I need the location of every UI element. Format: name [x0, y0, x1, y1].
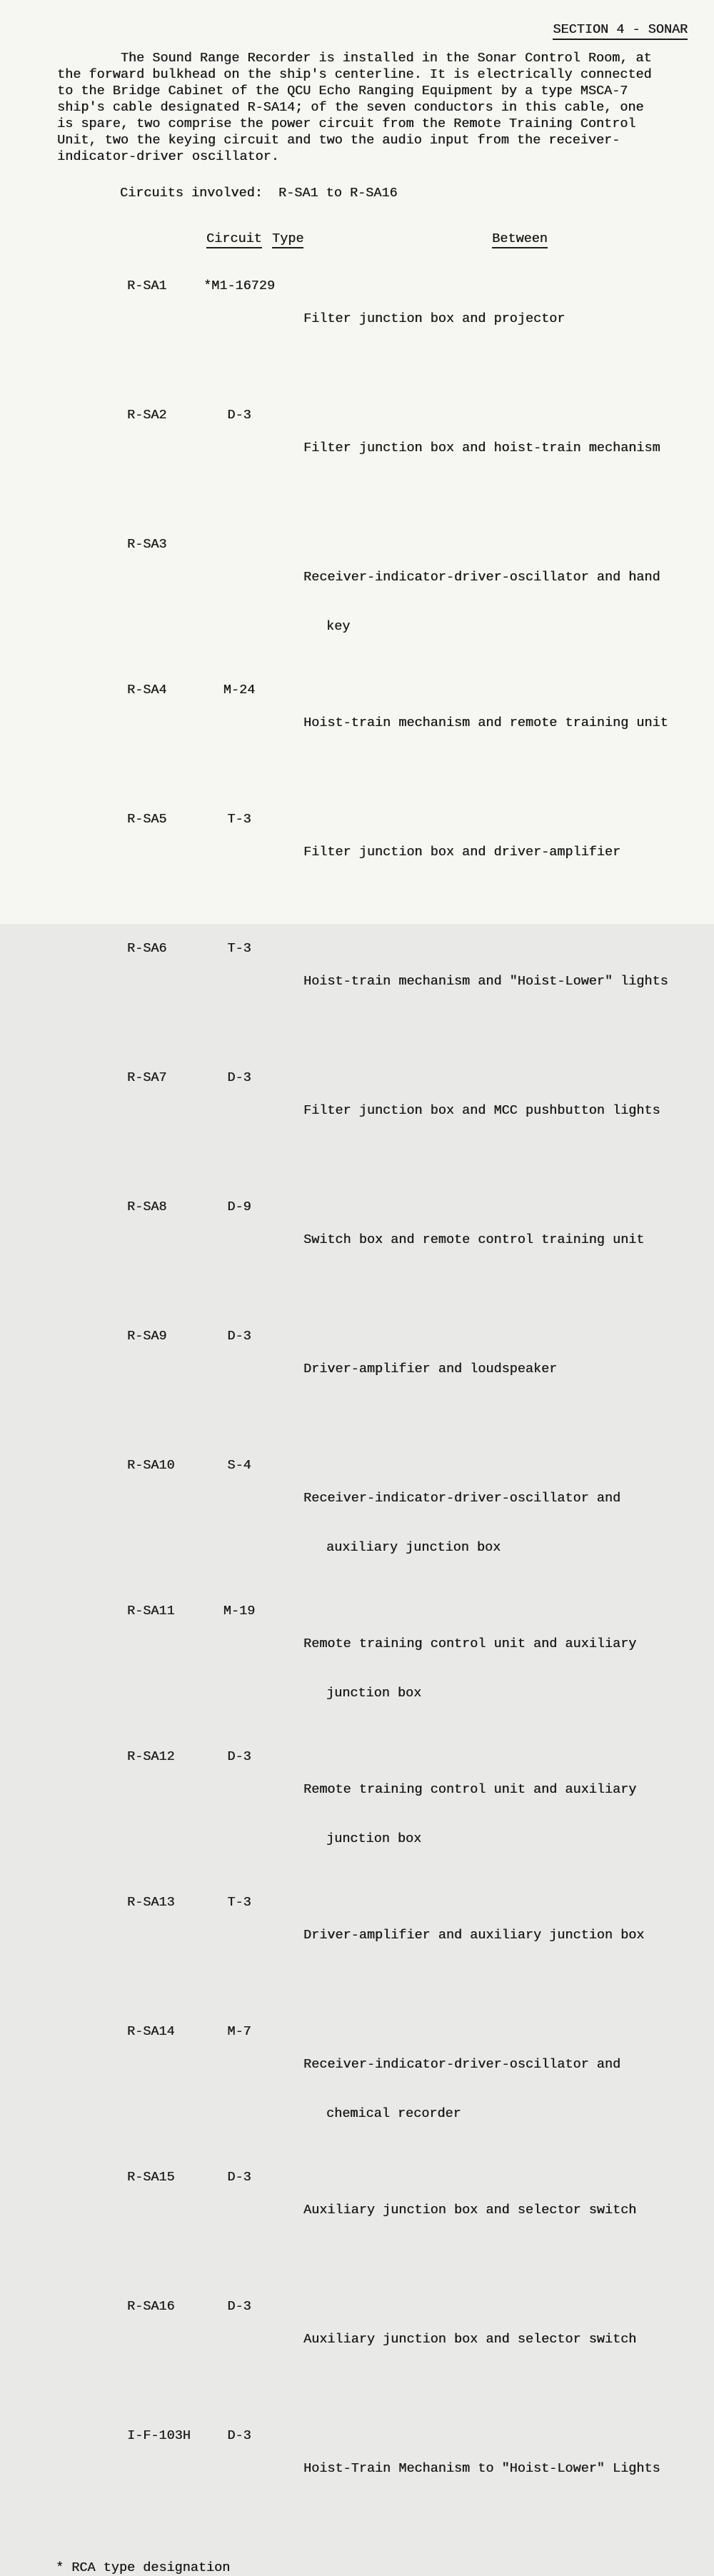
- circuit-cell: R-SA15: [127, 2170, 175, 2185]
- circuit-cell: R-SA8: [127, 1199, 167, 1214]
- type-cell: T-3: [227, 1895, 251, 1910]
- type-cell: M-24: [223, 683, 256, 698]
- table-row: [120, 536, 675, 668]
- between-line1: Remote training control unit and auxiliary: [303, 1636, 637, 1651]
- between-line1: Remote training control unit and auxiliary: [303, 1782, 637, 1797]
- circuit-header-text: Circuit: [206, 231, 262, 248]
- circuit-table: [120, 214, 675, 2542]
- type-cell: S-4: [227, 1458, 251, 1473]
- between-line1: Receiver-indicator-driver-oscillator and hand: [303, 570, 660, 585]
- between-line1: Filter junction box and driver-amplifier: [303, 845, 621, 860]
- circuit-cell: R-SA7: [127, 1070, 167, 1085]
- between-line1: Switch box and remote control training unit: [303, 1232, 645, 1247]
- table-row: [120, 2298, 675, 2413]
- footnote: * RCA type designation: [56, 2560, 231, 2575]
- between-cell: [286, 940, 675, 1055]
- type-column-header: [193, 214, 304, 263]
- type-cell: D-3: [227, 2428, 251, 2443]
- table-row: [120, 682, 675, 797]
- table-row: [120, 2427, 675, 2542]
- between-cell: [286, 2023, 675, 2155]
- circuit-column-header: [120, 214, 262, 263]
- table-row: [120, 278, 675, 393]
- between-cell: [286, 811, 675, 926]
- type-cell: D-3: [227, 1070, 251, 1085]
- between-header-text: Between: [492, 231, 548, 248]
- table-row: [120, 1328, 675, 1443]
- circuit-cell: R-SA6: [127, 941, 167, 956]
- table-row: [120, 1749, 675, 1880]
- paragraph-line: to the Bridge Cabinet of the QCU Echo Ranging Equipment by a type MSCA-7: [57, 84, 628, 99]
- section-header: [521, 5, 688, 54]
- between-line2: junction box: [326, 1831, 422, 1846]
- type-cell: T-3: [227, 941, 251, 956]
- between-cell: [286, 1328, 675, 1443]
- between-line1: Hoist-Train Mechanism to "Hoist-Lower" Lights: [303, 2461, 660, 2476]
- circuit-cell: R-SA4: [127, 683, 167, 698]
- circuit-cell: R-SA3: [127, 537, 167, 552]
- between-cell: [286, 278, 675, 393]
- between-cell: [286, 2169, 675, 2284]
- table-body: [120, 278, 675, 2542]
- type-cell: [193, 536, 286, 668]
- between-line1: Auxiliary junction box and selector switch: [303, 2332, 637, 2347]
- circuit-cell: R-SA13: [127, 1895, 175, 1910]
- between-line1: Driver-amplifier and auxiliary junction box: [303, 1928, 645, 1943]
- circuit-cell: R-SA2: [127, 408, 167, 423]
- intro-paragraph: [57, 50, 673, 165]
- type-cell: T-3: [227, 812, 251, 827]
- type-cell: D-3: [227, 408, 251, 423]
- between-line1: Filter junction box and hoist-train mechanism: [303, 441, 660, 456]
- table-row: [120, 1070, 675, 1184]
- between-line2: auxiliary junction box: [326, 1540, 501, 1555]
- table-row: [120, 1199, 675, 1314]
- circuit-cell: R-SA9: [127, 1329, 167, 1344]
- type-cell: D-3: [227, 2299, 251, 2314]
- between-cell: [286, 682, 675, 797]
- paragraph-line: is spare, two comprise the power circuit from the Remote Training Control: [57, 116, 636, 131]
- circuit-cell: R-SA1: [127, 278, 167, 293]
- paragraph-line: indicator-driver oscillator.: [57, 149, 279, 164]
- between-cell: [286, 1457, 675, 1589]
- circuit-cell: R-SA12: [127, 1749, 175, 1764]
- between-cell: [286, 1603, 675, 1734]
- circuit-cell: R-SA14: [127, 2024, 175, 2039]
- circuits-involved-line: Circuits involved: R-SA1 to R-SA16: [120, 186, 398, 201]
- circuit-cell: R-SA16: [127, 2299, 175, 2314]
- between-line1: Filter junction box and MCC pushbutton lights: [303, 1103, 660, 1118]
- type-cell: D-3: [227, 1329, 251, 1344]
- circuit-cell: R-SA11: [127, 1604, 175, 1619]
- table-row: [120, 1603, 675, 1734]
- between-cell: [286, 1070, 675, 1184]
- type-header-text: Type: [272, 231, 303, 248]
- between-line1: Driver-amplifier and loudspeaker: [303, 1362, 558, 1377]
- between-line2: chemical recorder: [326, 2106, 461, 2121]
- between-cell: [286, 1199, 675, 1314]
- between-line2: key: [326, 619, 351, 634]
- table-row: [120, 1894, 675, 2009]
- table-row: [120, 407, 675, 522]
- circuit-cell: R-SA10: [127, 1458, 175, 1473]
- between-cell: [286, 407, 675, 522]
- between-line1: Hoist-train mechanism and "Hoist-Lower" lights: [303, 974, 668, 989]
- table-row: [120, 811, 675, 926]
- table-header-row: [120, 214, 675, 263]
- type-cell: D-9: [227, 1199, 251, 1214]
- type-cell: D-3: [227, 2170, 251, 2185]
- type-cell: *M1-16729: [203, 278, 275, 293]
- between-line1: Receiver-indicator-driver-oscillator and: [303, 1491, 621, 1506]
- paragraph-line: The Sound Range Recorder is installed in the Sonar Control Room, at: [57, 51, 652, 66]
- circuit-cell: R-SA5: [127, 812, 167, 827]
- paragraph-line: the forward bulkhead on the ship's centerline. It is electrically connected: [57, 67, 652, 82]
- table-row: [120, 1457, 675, 1589]
- circuit-cell: I-F-103H: [127, 2428, 191, 2443]
- between-cell: [286, 536, 675, 668]
- between-line2: junction box: [326, 1686, 422, 1701]
- between-line1: Hoist-train mechanism and remote training unit: [303, 715, 668, 730]
- between-line1: Receiver-indicator-driver-oscillator and: [303, 2057, 621, 2072]
- table-row: [120, 2169, 675, 2284]
- paragraph-line: Unit, two the keying circuit and two the audio input from the receiver-: [57, 133, 620, 148]
- between-cell: [286, 2298, 675, 2413]
- between-cell: [286, 1894, 675, 2009]
- between-cell: [286, 1749, 675, 1880]
- section-header-text: SECTION 4 - SONAR: [553, 22, 688, 40]
- paragraph-line: ship's cable designated R-SA14; of the seven conductors in this cable, one: [57, 100, 644, 115]
- between-line1: Filter junction box and projector: [303, 311, 565, 326]
- table-row: [120, 940, 675, 1055]
- type-cell: M-19: [223, 1604, 256, 1619]
- between-cell: [286, 2427, 675, 2542]
- type-cell: D-3: [227, 1749, 251, 1764]
- between-line1: Auxiliary junction box and selector switch: [303, 2203, 637, 2218]
- table-row: [120, 2023, 675, 2155]
- between-column-header: [286, 214, 675, 263]
- type-cell: M-7: [227, 2024, 251, 2039]
